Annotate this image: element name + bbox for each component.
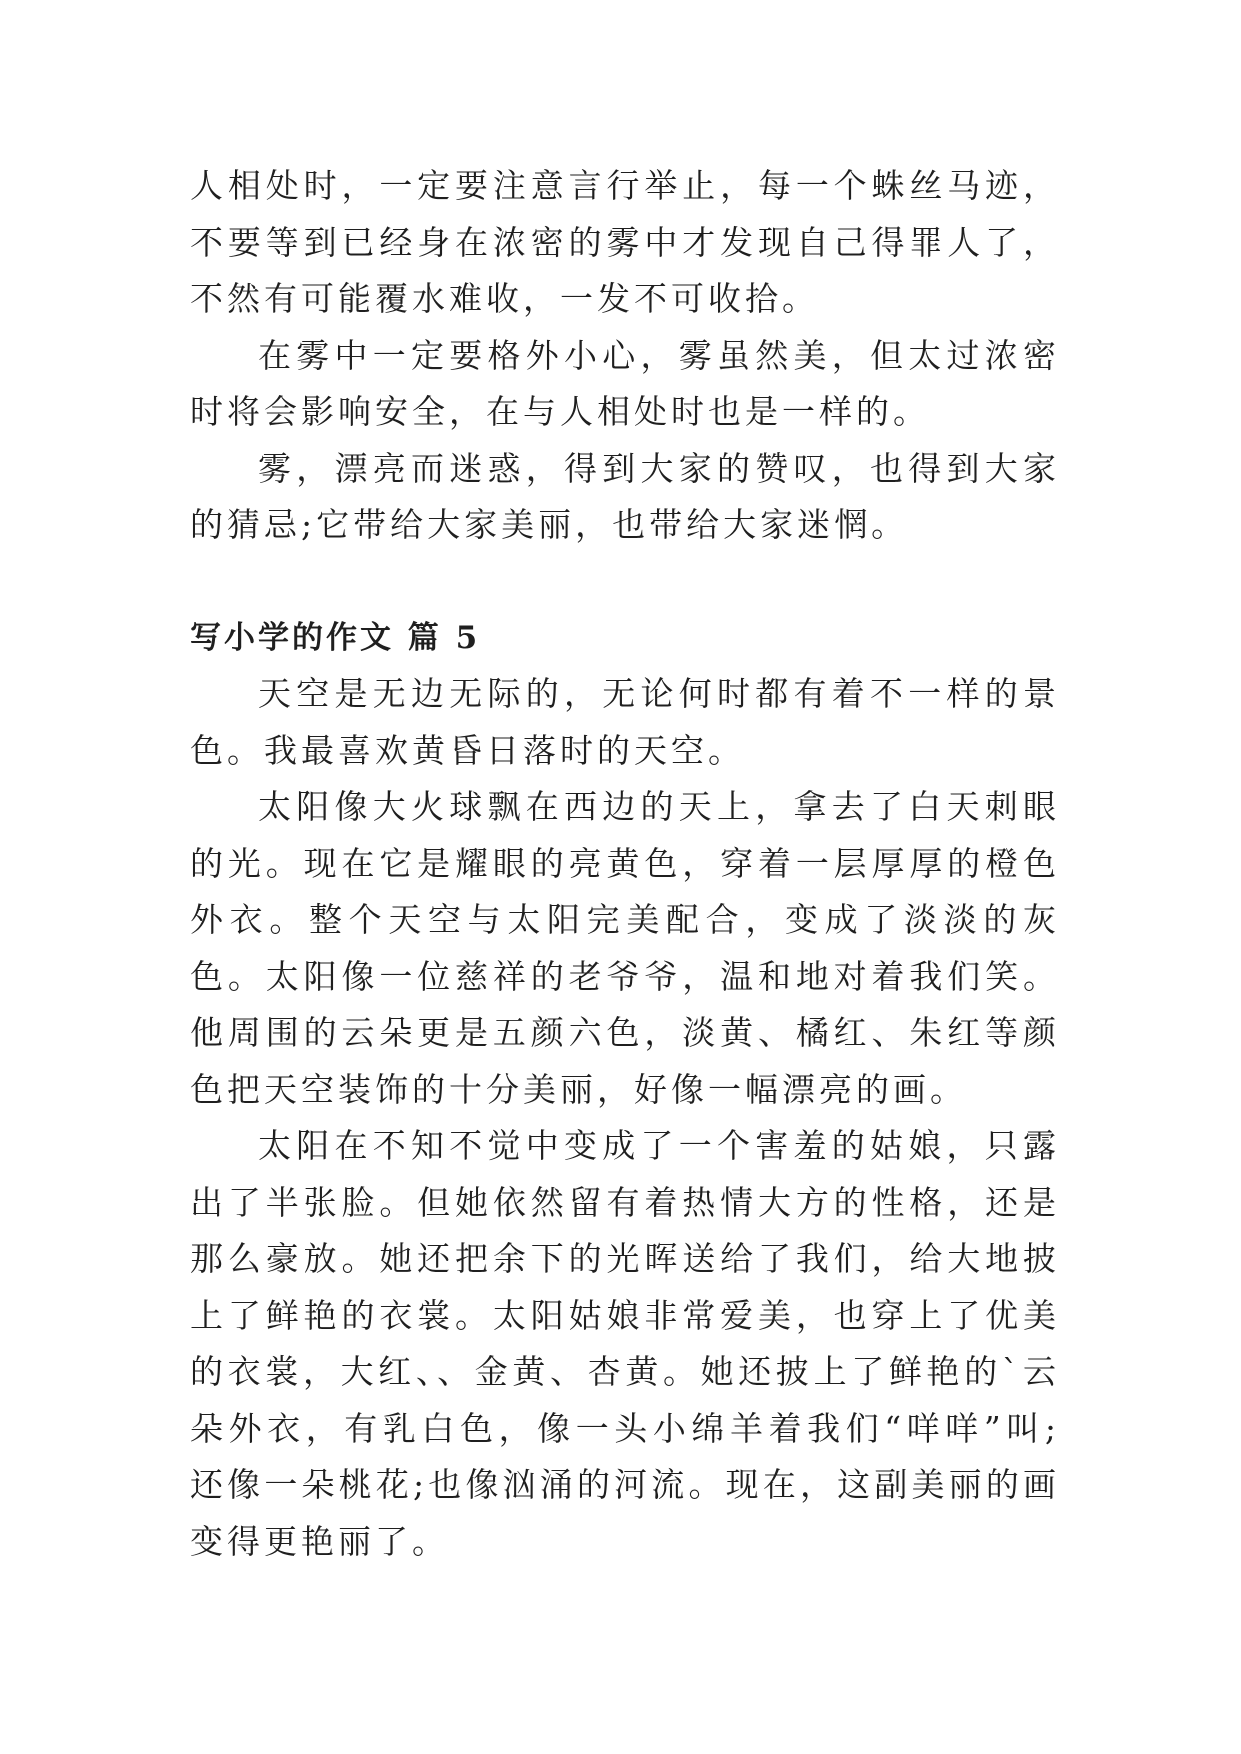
paragraph: 人相处时，一定要注意言行举止，每一个蛛丝马迹，不要等到已经身在浓密的雾中才发现自己得罪人了，不然有可能覆水难收，一发不可收拾。 bbox=[190, 166, 1060, 318]
paragraph: 天空是无边无际的，无论何时都有着不一样的景色。我最喜欢黄昏日落时的天空。 bbox=[190, 674, 1060, 770]
paragraph: 在雾中一定要格外小心，雾虽然美，但太过浓密时将会影响安全，在与人相处时也是一样的。 bbox=[190, 335, 1060, 431]
section-title: 写小学的作文 篇 5 bbox=[190, 619, 481, 656]
document-body bbox=[190, 158, 1060, 1570]
paragraph: 雾，漂亮而迷惑，得到大家的赞叹，也得到大家的猜忌;它带给大家美丽，也带给大家迷惘。 bbox=[190, 448, 1060, 544]
paragraph: 太阳在不知不觉中变成了一个害羞的姑娘，只露出了半张脸。但她依然留有着热情大方的性格，还是那么豪放。她还把余下的光晖送给了我们，给大地披上了鲜艳的衣裳。太阳姑娘非常爱美，也穿上了优美的衣裳，大红、、金黄、杏黄。她还披上了鲜艳的`云朵外衣，有乳白色，像一头小绵羊着我们“咩咩”叫;还像一朵桃花;也像汹涌的河流。现在，这副美丽的画变得更艳丽了。 bbox=[190, 1126, 1060, 1561]
paragraph: 太阳像大火球飘在西边的天上，拿去了白天刺眼的光。现在它是耀眼的亮黄色，穿着一层厚厚的橙色外衣。整个天空与太阳完美配合，变成了淡淡的灰色。太阳像一位慈祥的老爷爷，温和地对着我们笑。他周围的云朵更是五颜六色，淡黄、橘红、朱红等颜色把天空装饰的十分美丽，好像一幅漂亮的画。 bbox=[190, 787, 1060, 1109]
